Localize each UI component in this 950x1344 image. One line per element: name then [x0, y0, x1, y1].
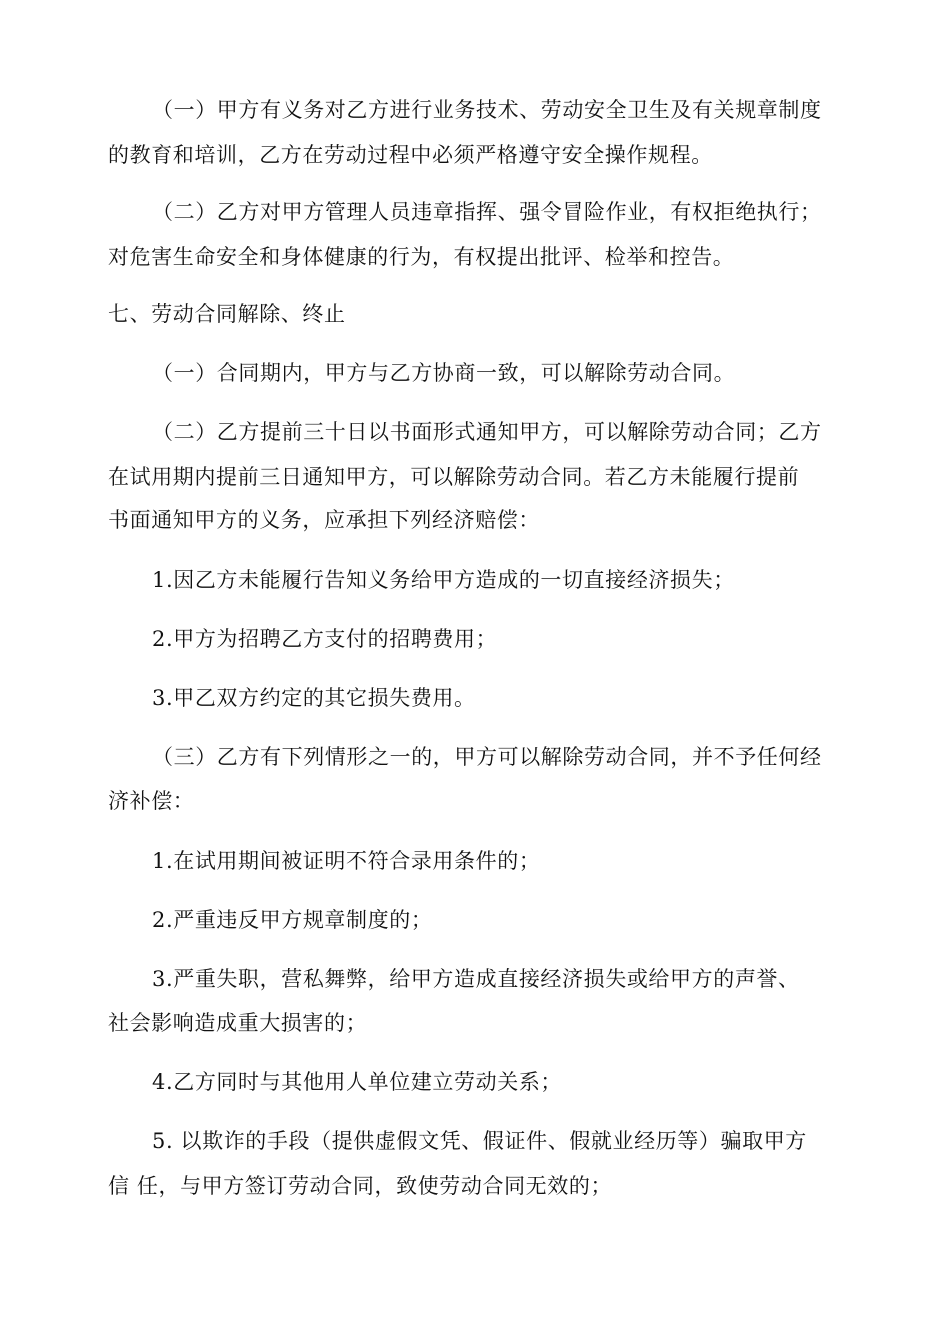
condition-item-3-line-1: 3.严重失职，营私舞弊，给甲方造成直接经济损失或给甲方的声誉、 — [152, 967, 800, 991]
termination-clause-1: （一）合同期内，甲方与乙方协商一致，可以解除劳动合同。 — [152, 361, 736, 385]
compensation-item-2: 2.甲方为招聘乙方支付的招聘费用； — [152, 627, 498, 651]
termination-clause-3-line-1: （三）乙方有下列情形之一的，甲方可以解除劳动合同，并不予任何经 — [152, 745, 822, 769]
termination-clause-2-line-1: （二）乙方提前三十日以书面形式通知甲方，可以解除劳动合同；乙方 — [152, 420, 822, 444]
condition-item-2: 2.严重违反甲方规章制度的； — [152, 908, 433, 932]
compensation-item-1: 1.因乙方未能履行告知义务给甲方造成的一切直接经济损失； — [152, 568, 735, 592]
condition-item-3-line-2: 社会影响造成重大损害的； — [108, 1011, 368, 1035]
condition-item-5-line-1: 5. 以欺诈的手段（提供虚假文凭、假证件、假就业经历等）骗取甲方 — [152, 1129, 807, 1153]
condition-item-5-line-2: 信 任，与甲方签订劳动合同，致使劳动合同无效的； — [108, 1174, 613, 1198]
clause-1-line-1: （一）甲方有义务对乙方进行业务技术、劳动安全卫生及有关规章制度 — [152, 98, 822, 122]
clause-2-line-1: （二）乙方对甲方管理人员违章指挥、强令冒险作业，有权拒绝执行； — [152, 200, 822, 224]
condition-item-1: 1.在试用期间被证明不符合录用条件的； — [152, 849, 541, 873]
clause-2-line-2: 对危害生命安全和身体健康的行为，有权提出批评、检举和控告。 — [108, 245, 735, 269]
termination-clause-2-line-3: 书面通知甲方的义务，应承担下列经济赔偿： — [108, 508, 540, 532]
compensation-item-3: 3.甲乙双方约定的其它损失费用。 — [152, 686, 476, 710]
condition-item-4: 4.乙方同时与其他用人单位建立劳动关系； — [152, 1070, 563, 1094]
termination-clause-2-line-2: 在试用期内提前三日通知甲方，可以解除劳动合同。若乙方未能履行提前 — [108, 465, 800, 489]
clause-1-line-2: 的教育和培训，乙方在劳动过程中必须严格遵守安全操作规程。 — [108, 143, 713, 167]
section-heading: 七、劳动合同解除、终止 — [108, 302, 346, 326]
termination-clause-3-line-2: 济补偿： — [108, 789, 195, 813]
